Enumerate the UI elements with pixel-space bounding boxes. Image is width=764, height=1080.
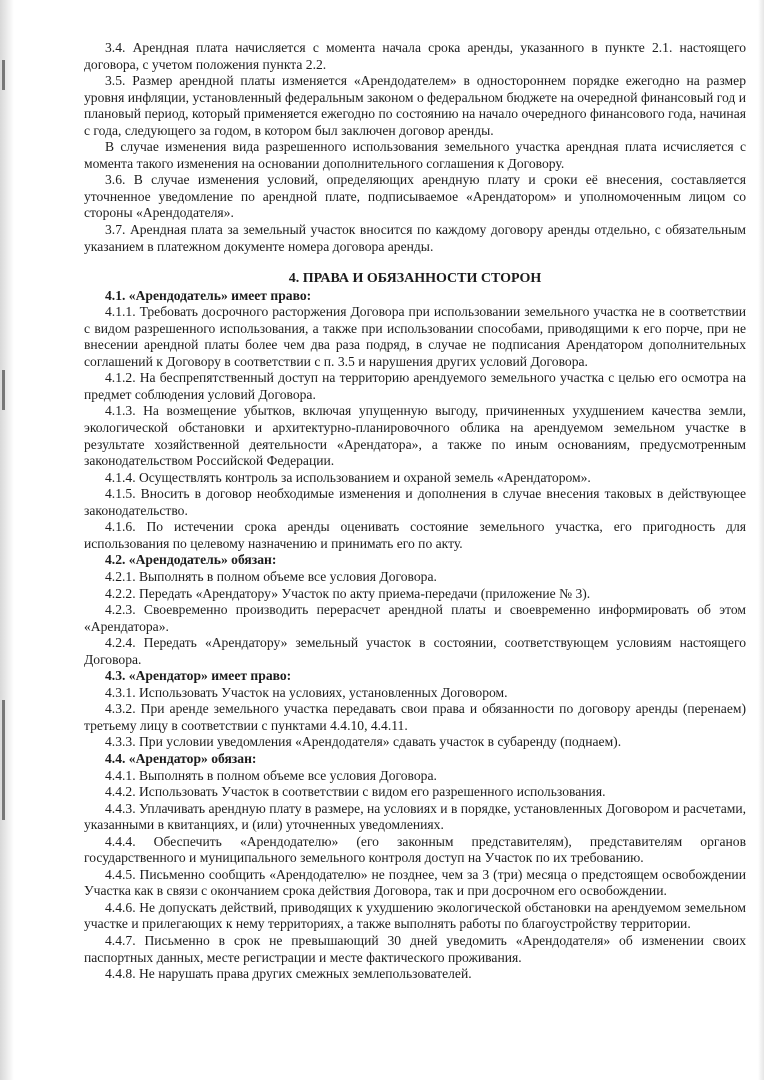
paragraph: 3.7. Арендная плата за земельный участок вносится по каждому договору аренды отдельно, с обязательным указанием в платежном документе номера договора аренды. [84, 222, 746, 254]
paragraph: 3.4. Арендная плата начисляется с момента начала срока аренды, указанного в пункте 2.1. настоящего договора, с учетом положения пункта 2.2. [84, 40, 746, 72]
paragraph: 4.1.4. Осуществлять контроль за использованием и охраной земель «Арендатором». [105, 469, 591, 485]
paragraph: 4.4.7. Письменно в срок не превышающий 30 дней уведомить «Арендодателя» об изменении своих паспортных данных, месте регистрации и месте фактического проживания. [84, 932, 746, 965]
document-page [84, 40, 746, 983]
paragraph: 4.4.4. Обеспечить «Арендодателю» (его законным представителям), представителям органов государственного и муниципального земельного контроля доступ на Участок по их требованию. [84, 833, 746, 866]
paragraph: 3.6. В случае изменения условий, определяющих арендную плату и сроки её внесения, составляется уточненное уведомление по арендной плате, подписываемое «Арендатором» и уполномоченным лицом со стороны «Арендодателя». [84, 172, 746, 221]
subsection-heading: 4.1. «Арендодатель» имеет право: [105, 287, 312, 303]
paragraph: 4.4.3. Уплачивать арендную плату в размере, на условиях и в порядке, установленных Договором и расчетами, указанными в квитанциях, и (или) уточненных уведомлениях. [84, 800, 746, 833]
paragraph: 4.2.3. Своевременно производить перерасчет арендной платы и своевременно информировать об этом «Арендатора». [84, 602, 746, 634]
section-heading: 4. ПРАВА И ОБЯЗАННОСТИ СТОРОН [288, 271, 542, 287]
paragraph: 4.4.2. Использовать Участок в соответствии с видом его разрешенного использования. [105, 784, 606, 800]
paragraph: 4.1.5. Вносить в договор необходимые изменения и дополнения в случае внесения таковых в действующее законодательство. [84, 486, 746, 518]
section-spacer [84, 255, 746, 265]
paragraph: 4.4.8. Не нарушать права других смежных землепользователей. [105, 966, 472, 982]
scan-artifact [2, 370, 5, 410]
subsection-heading: 4.4. «Арендатор» обязан: [105, 750, 257, 766]
paragraph: 4.2.1. Выполнять в полном объеме все условия Договора. [105, 568, 437, 584]
paragraph: 4.1.2. На беспрепятственный доступ на территорию арендуемого земельного участка с целью его осмотра на предмет соблюдения условий Договора. [84, 370, 746, 402]
paragraph: 4.1.1. Требовать досрочного расторжения Договора при использовании земельного участка не в соответствии с видом разрешенного использования, а также при использовании способами, приводящими к его порче, при не внесении арендной платы более чем два раза подряд, в случае не подписания Арендатором дополнительных соглашений к Договору в соответствии с п. 3.5 и нарушения других условий Договора. [84, 304, 746, 369]
paragraph: 4.3.3. При условии уведомления «Арендодателя» сдавать участок в субаренду (поднаем). [105, 734, 622, 750]
scan-right-edge [758, 0, 764, 1080]
paragraph: 4.4.1. Выполнять в полном объеме все условия Договора. [105, 767, 437, 783]
paragraph: 4.3.1. Использовать Участок на условиях, установленных Договором. [105, 684, 508, 700]
paragraph: 4.2.2. Передать «Арендатору» Участок по акту приема-передачи (приложение № 3). [105, 585, 591, 601]
paragraph: 4.1.6. По истечении срока аренды оценивать состояние земельного участка, его пригодность для использования по целевому назначению и принимать его по акту. [84, 519, 746, 551]
paragraph: 4.4.5. Письменно сообщить «Арендодателю» не позднее, чем за 3 (три) месяца о предстоящем освобождении Участка как в связи с окончанием срока действия Договора, так и при досрочном его освобождении. [84, 866, 746, 899]
scan-artifact [2, 700, 5, 820]
paragraph: 4.3.2. При аренде земельного участка передавать свои права и обязанности по договору аренды (перенаем) третьему лицу в соответствии с пунктами 4.4.10, 4.4.11. [84, 701, 746, 733]
subsection-heading: 4.3. «Арендатор» имеет право: [105, 668, 292, 684]
subsection-heading: 4.2. «Арендодатель» обязан: [105, 552, 277, 568]
paragraph: 3.5. Размер арендной платы изменяется «Арендодателем» в одностороннем порядке ежегодно на размер уровня инфляции, установленный федеральным законом о федеральном бюджете на очередной финансовый год и плановый период, который применяется ежегодно по состоянию на начало очередного финансового года, начиная с года, следующего за годом, в котором был заключен договор аренды. [84, 73, 746, 138]
paragraph: В случае изменения вида разрешенного использования земельного участка арендная плата исчисляется с момента такого изменения на основании дополнительного соглашения к Договору. [84, 139, 746, 171]
scan-left-edge [0, 0, 14, 1080]
paragraph: 4.4.6. Не допускать действий, приводящих к ухудшению экологической обстановки на арендуемом земельном участке и прилегающих к нему территориях, а также выполнять работы по благоустройству территории. [84, 899, 746, 932]
scan-artifact [2, 60, 5, 90]
paragraph: 4.2.4. Передать «Арендатору» земельный участок в состоянии, соответствующем условиям настоящего Договора. [84, 635, 746, 667]
paragraph: 4.1.3. На возмещение убытков, включая упущенную выгоду, причиненных ухудшением качества земли, экологической обстановки и архитектурно-планировочного облика на арендуемом земельном участке в результате хозяйственной деятельности «Арендатора», а также по иным основаниям, предусмотренным законодательством Российской Федерации. [84, 403, 746, 469]
